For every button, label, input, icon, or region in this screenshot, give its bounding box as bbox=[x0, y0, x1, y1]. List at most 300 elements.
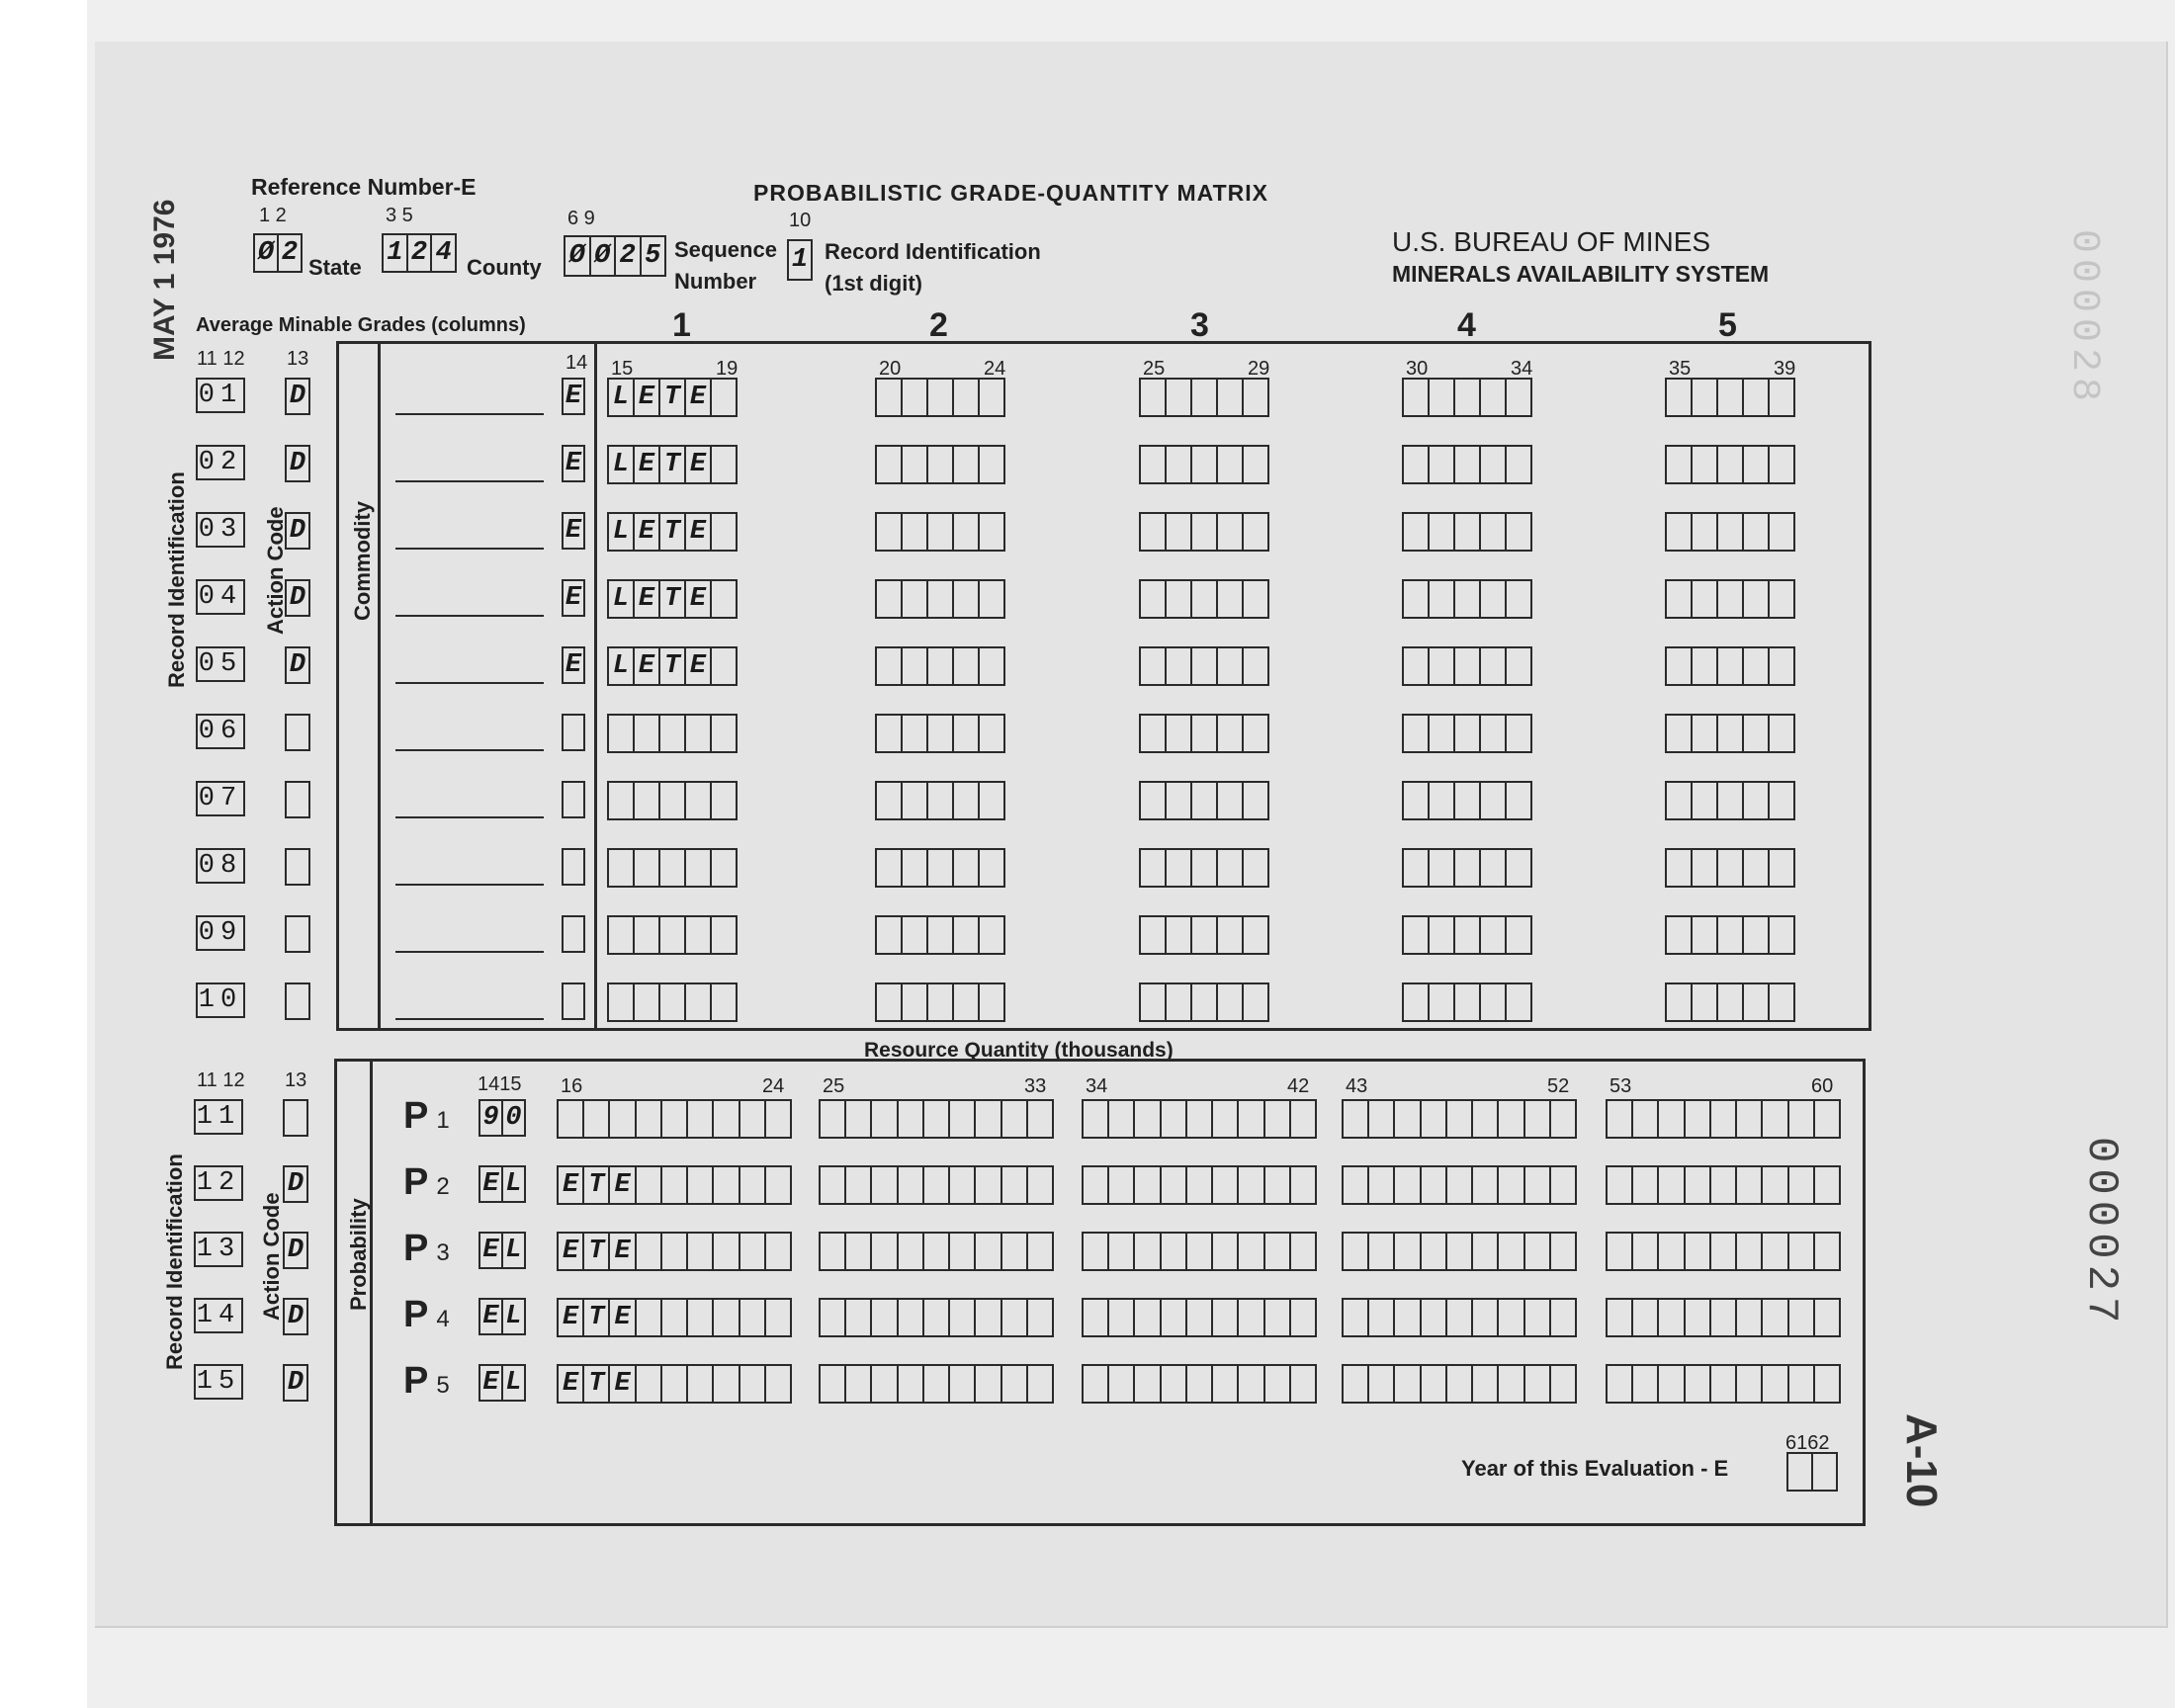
quantity-box-cell bbox=[1369, 1101, 1395, 1137]
quantity-box-cell bbox=[1551, 1234, 1575, 1269]
quantity-box-cell bbox=[846, 1366, 872, 1402]
quantity-box-cell bbox=[1028, 1167, 1052, 1203]
commodity-blank-line bbox=[395, 816, 544, 818]
grade-box bbox=[1665, 714, 1795, 753]
quantity-box-cell bbox=[1815, 1101, 1839, 1137]
grade-box-cell bbox=[660, 984, 686, 1020]
quantity-box-cell bbox=[1551, 1366, 1575, 1402]
quantity-box bbox=[1082, 1298, 1317, 1337]
quantity-box-cell bbox=[1447, 1167, 1473, 1203]
quantity-box-cell bbox=[1789, 1101, 1815, 1137]
quantity-range-from: 34 bbox=[1086, 1075, 1108, 1097]
grade-box bbox=[875, 714, 1005, 753]
grade-box bbox=[607, 445, 738, 484]
quantity-box-cell bbox=[1686, 1300, 1711, 1335]
grade-box-cell bbox=[1192, 648, 1218, 684]
grade-box-cell bbox=[928, 716, 954, 751]
grade-box-cell bbox=[928, 447, 954, 482]
probability-level-label bbox=[403, 1228, 450, 1270]
grade-box-cell bbox=[686, 917, 712, 953]
quantity-box bbox=[1082, 1165, 1317, 1205]
grade-box-cell bbox=[1430, 514, 1455, 550]
quantity-box-cell bbox=[1395, 1234, 1421, 1269]
record-id-box bbox=[196, 378, 245, 413]
grade-box-cell bbox=[1507, 984, 1530, 1020]
quantity-box-cell bbox=[1608, 1101, 1633, 1137]
system-name: MINERALS AVAILABILITY SYSTEM bbox=[1392, 261, 1770, 287]
quantity-box-cell bbox=[1239, 1101, 1264, 1137]
action-code-box-cell bbox=[287, 716, 308, 749]
grade-box-cell bbox=[1430, 850, 1455, 886]
quantity-box-cell bbox=[688, 1167, 714, 1203]
quantity-box bbox=[819, 1232, 1054, 1271]
quantity-box-cell bbox=[1525, 1234, 1551, 1269]
grade-box-cell bbox=[980, 581, 1003, 617]
quantity-box-cell bbox=[1711, 1366, 1737, 1402]
grade-box-cell bbox=[1693, 380, 1718, 415]
grade-box bbox=[607, 579, 738, 619]
quantity-box-cell bbox=[1737, 1366, 1763, 1402]
grade-box bbox=[1402, 646, 1532, 686]
grade-box bbox=[1139, 445, 1269, 484]
grade-box bbox=[607, 915, 738, 955]
quantity-range-to: 42 bbox=[1287, 1075, 1310, 1097]
quantity-box-cell bbox=[1659, 1366, 1685, 1402]
action-code-box bbox=[283, 1099, 308, 1137]
quantity-box-cell bbox=[559, 1101, 584, 1137]
grade-box bbox=[1139, 781, 1269, 820]
grade-box-cell bbox=[712, 716, 736, 751]
grade-box-cell bbox=[1404, 783, 1430, 818]
grade-box-cell bbox=[635, 716, 660, 751]
e-box-cell bbox=[564, 783, 583, 816]
grade-box-cell bbox=[1244, 380, 1267, 415]
commodity-blank-line bbox=[395, 749, 544, 751]
year-of-evaluation-label: Year of this Evaluation - E bbox=[1461, 1456, 1729, 1481]
quantity-box-cell bbox=[1028, 1234, 1052, 1269]
quantity-box-cell: E bbox=[610, 1300, 636, 1335]
grade-box-cell bbox=[1667, 380, 1693, 415]
grade-box-cell bbox=[1167, 783, 1192, 818]
quantity-box-cell bbox=[637, 1234, 662, 1269]
grade-box-cell bbox=[1218, 716, 1244, 751]
probability-level-label bbox=[403, 1360, 450, 1403]
grade-box-cell: T bbox=[660, 648, 686, 684]
faint-bleedthrough-number: 000028 bbox=[2061, 229, 2106, 408]
grade-box bbox=[1665, 579, 1795, 619]
grade-box bbox=[1402, 915, 1532, 955]
grade-box-cell: T bbox=[660, 581, 686, 617]
grade-box-cell bbox=[1744, 716, 1770, 751]
quantity-box-cell bbox=[662, 1234, 688, 1269]
quantity-box-cell bbox=[1499, 1101, 1524, 1137]
grade-box-cell bbox=[928, 514, 954, 550]
grade-box bbox=[1139, 378, 1269, 417]
grade-box bbox=[607, 982, 738, 1022]
grade-box-cell bbox=[1430, 447, 1455, 482]
grade-box-cell bbox=[1770, 380, 1793, 415]
quantity-box-cell bbox=[1551, 1300, 1575, 1335]
quantity-box-cell bbox=[846, 1167, 872, 1203]
grade-box-cell bbox=[1430, 917, 1455, 953]
quantity-box-cell bbox=[899, 1366, 924, 1402]
quantity-box-cell bbox=[1525, 1366, 1551, 1402]
quantity-box-cell bbox=[1187, 1167, 1213, 1203]
grade-box-cell bbox=[1693, 581, 1718, 617]
quantity-box-cell bbox=[821, 1366, 846, 1402]
grade-box-cell bbox=[980, 514, 1003, 550]
quantity-box-cell bbox=[1659, 1101, 1685, 1137]
record-id-box bbox=[194, 1099, 243, 1135]
grade-box-cell bbox=[1770, 917, 1793, 953]
grade-box-cell bbox=[980, 984, 1003, 1020]
quantity-range-from: 53 bbox=[1610, 1075, 1632, 1097]
quantity-box-cell bbox=[1291, 1167, 1315, 1203]
grade-box-cell bbox=[1141, 581, 1167, 617]
grade-box-cell bbox=[1481, 514, 1507, 550]
action-code-box-cell bbox=[287, 917, 308, 951]
grade-box-cell: T bbox=[660, 447, 686, 482]
grade-box-cell bbox=[712, 783, 736, 818]
quantity-box-cell bbox=[1422, 1300, 1447, 1335]
quantity-box-cell bbox=[1633, 1366, 1659, 1402]
quantity-box-cell bbox=[924, 1300, 950, 1335]
e-box bbox=[562, 781, 585, 818]
commodity-blank-line bbox=[395, 548, 544, 550]
probability-level-number: 1 bbox=[436, 1107, 450, 1134]
grade-box-cell bbox=[954, 648, 980, 684]
quantity-box-cell bbox=[637, 1167, 662, 1203]
quantity-box-cell bbox=[1711, 1167, 1737, 1203]
quantity-box-cell: T bbox=[584, 1300, 610, 1335]
record-identification-label-2: Record Identification bbox=[162, 1153, 187, 1370]
quantity-box-cell bbox=[1711, 1101, 1737, 1137]
quantity-box-cell bbox=[950, 1234, 976, 1269]
quantity-box-cell: E bbox=[559, 1300, 584, 1335]
quantity-box-cell bbox=[924, 1101, 950, 1137]
record-id-box bbox=[194, 1165, 243, 1201]
probability-level-number: 5 bbox=[436, 1372, 450, 1399]
quantity-box-cell bbox=[950, 1300, 976, 1335]
quantity-box bbox=[819, 1099, 1054, 1139]
grade-box-cell bbox=[877, 850, 903, 886]
quantity-box-cell bbox=[1002, 1366, 1028, 1402]
action-code-box-cell: D bbox=[287, 1368, 304, 1398]
year-box bbox=[1786, 1452, 1838, 1492]
grade-box-cell bbox=[1718, 581, 1744, 617]
e-box bbox=[562, 445, 585, 482]
grade-box-cell bbox=[877, 716, 903, 751]
quantity-box-cell bbox=[1369, 1366, 1395, 1402]
quantity-box-cell bbox=[1499, 1167, 1524, 1203]
grade-box-cell bbox=[1430, 783, 1455, 818]
grade-box-cell bbox=[1770, 648, 1793, 684]
quantity-box-cell bbox=[1711, 1300, 1737, 1335]
probability-p: P bbox=[403, 1161, 429, 1203]
record-id-box bbox=[196, 512, 245, 548]
grade-box-cell bbox=[1244, 716, 1267, 751]
probability-box-cell: E bbox=[480, 1167, 503, 1201]
quantity-box-cell bbox=[1028, 1366, 1052, 1402]
grade-box-cell bbox=[1430, 648, 1455, 684]
grade-box-cell bbox=[1404, 447, 1430, 482]
grade-box-cell bbox=[1507, 648, 1530, 684]
quantity-box-cell bbox=[1633, 1101, 1659, 1137]
grade-box bbox=[875, 915, 1005, 955]
quantity-box bbox=[1342, 1232, 1577, 1271]
grade-column-number: 4 bbox=[1457, 306, 1476, 344]
probability-box bbox=[478, 1099, 526, 1137]
action-code-box-cell bbox=[287, 783, 308, 816]
action-code-box-cell: D bbox=[289, 382, 306, 411]
grade-box-cell: L bbox=[609, 380, 635, 415]
action-code-box-cell bbox=[287, 850, 308, 884]
quantity-box-cell bbox=[1686, 1101, 1711, 1137]
grade-box-cell bbox=[903, 581, 928, 617]
action-code-box-cell: D bbox=[289, 516, 306, 546]
record-id-box-cell: 10 bbox=[198, 985, 243, 1015]
record-id-box bbox=[196, 915, 245, 951]
grade-box bbox=[607, 512, 738, 552]
action-code-box bbox=[285, 982, 310, 1020]
e-box bbox=[562, 714, 585, 751]
probability-cols: 1415 bbox=[478, 1073, 522, 1095]
e-box bbox=[562, 579, 585, 617]
quantity-box-cell bbox=[1633, 1167, 1659, 1203]
grade-box-cell bbox=[1507, 514, 1530, 550]
grades-divider-right bbox=[594, 341, 597, 1031]
action-code-box bbox=[283, 1298, 308, 1335]
grade-box-cell bbox=[1667, 783, 1693, 818]
quantity-box-cell bbox=[1265, 1101, 1291, 1137]
grade-box-cell bbox=[712, 648, 736, 684]
grade-box-cell bbox=[686, 984, 712, 1020]
quantity-box-cell bbox=[1395, 1167, 1421, 1203]
page-label: A-10 bbox=[1897, 1413, 1946, 1508]
quantity-box-cell: E bbox=[610, 1234, 636, 1269]
quantity-box bbox=[1606, 1165, 1841, 1205]
grade-box-cell bbox=[877, 917, 903, 953]
grade-box-cell bbox=[928, 648, 954, 684]
record-id-box bbox=[196, 714, 245, 749]
e-box bbox=[562, 512, 585, 550]
quantity-box-cell bbox=[1551, 1167, 1575, 1203]
quantity-box-cell bbox=[1659, 1167, 1685, 1203]
quantity-box-cell bbox=[976, 1300, 1001, 1335]
record-id-box-cell: 02 bbox=[198, 448, 243, 477]
action-code-label-2: Action Code bbox=[259, 1192, 284, 1321]
grade-box bbox=[1665, 512, 1795, 552]
grade-box-cell bbox=[1718, 984, 1744, 1020]
quantity-box-cell bbox=[950, 1101, 976, 1137]
grade-box-cell bbox=[903, 850, 928, 886]
quantity-box-cell: E bbox=[610, 1366, 636, 1402]
grade-box-cell bbox=[1667, 917, 1693, 953]
record-id-box-cell: 05 bbox=[198, 649, 243, 679]
quantity-box-cell bbox=[714, 1234, 740, 1269]
quantity-box-cell bbox=[1789, 1234, 1815, 1269]
quantity-box-cell bbox=[1187, 1234, 1213, 1269]
quantity-box-cell bbox=[1109, 1101, 1135, 1137]
grade-box-cell bbox=[1744, 648, 1770, 684]
quantity-box-cell bbox=[1473, 1101, 1499, 1137]
grade-box-cell: T bbox=[660, 514, 686, 550]
grade-box-cell bbox=[660, 850, 686, 886]
grade-box-cell bbox=[660, 917, 686, 953]
probability-p: P bbox=[403, 1294, 429, 1335]
quantity-box bbox=[1606, 1099, 1841, 1139]
quantity-box-cell bbox=[950, 1366, 976, 1402]
grade-box-cell bbox=[1507, 917, 1530, 953]
grade-box-cell bbox=[1244, 581, 1267, 617]
e-box-cell bbox=[564, 984, 583, 1018]
quantity-box-cell bbox=[1344, 1234, 1369, 1269]
quantity-box-cell bbox=[1084, 1300, 1109, 1335]
quantity-box-cell bbox=[821, 1101, 846, 1137]
record-id-value: 15 bbox=[196, 1367, 241, 1397]
quantity-box-cell bbox=[714, 1101, 740, 1137]
quantity-box-cell bbox=[1002, 1101, 1028, 1137]
grade-box-cell bbox=[1404, 850, 1430, 886]
grade-box bbox=[1665, 915, 1795, 955]
quantity-box-cell bbox=[714, 1366, 740, 1402]
quantity-box-cell bbox=[1109, 1234, 1135, 1269]
quantity-box-cell bbox=[1291, 1300, 1315, 1335]
grade-box-cell bbox=[1693, 514, 1718, 550]
grade-box-cell bbox=[1404, 648, 1430, 684]
grade-box-cell bbox=[1507, 581, 1530, 617]
grade-box-cell bbox=[980, 648, 1003, 684]
quantity-box-cell bbox=[1187, 1300, 1213, 1335]
probability-level-label bbox=[403, 1095, 450, 1138]
quantity-box-cell bbox=[1213, 1101, 1239, 1137]
grade-box-cell bbox=[1141, 716, 1167, 751]
grade-box-cell bbox=[1455, 716, 1481, 751]
grade-box-cell bbox=[1693, 716, 1718, 751]
grade-box-cell bbox=[1455, 648, 1481, 684]
quantity-box-cell bbox=[1633, 1234, 1659, 1269]
quantity-box-cell bbox=[1815, 1167, 1839, 1203]
quantity-box-cell bbox=[1711, 1234, 1737, 1269]
quantity-box bbox=[557, 1232, 792, 1271]
quantity-box-cell: E bbox=[559, 1366, 584, 1402]
state-column-numbers: 1 2 bbox=[259, 205, 287, 226]
grade-box-cell bbox=[954, 514, 980, 550]
grade-box-cell bbox=[1455, 447, 1481, 482]
quantity-box-cell bbox=[1002, 1167, 1028, 1203]
grade-box-cell bbox=[609, 716, 635, 751]
quantity-box-cell bbox=[1028, 1300, 1052, 1335]
grade-box-cell bbox=[1693, 984, 1718, 1020]
quantity-box-cell bbox=[766, 1300, 790, 1335]
quantity-record-cols: 11 12 bbox=[197, 1069, 245, 1091]
grade-box-cell bbox=[954, 850, 980, 886]
e-box-cell: E bbox=[565, 382, 582, 411]
grade-box-cell bbox=[1455, 917, 1481, 953]
grade-box-cell bbox=[954, 984, 980, 1020]
record-id-value: 13 bbox=[196, 1235, 241, 1264]
e-box-cell: E bbox=[565, 449, 582, 478]
state-digit: 2 bbox=[281, 238, 299, 268]
quantity-box-cell bbox=[1162, 1167, 1187, 1203]
grade-box-cell bbox=[903, 917, 928, 953]
quantity-box-cell bbox=[872, 1300, 898, 1335]
quantity-box-cell bbox=[1239, 1366, 1264, 1402]
probability-p: P bbox=[403, 1095, 429, 1137]
grade-box-cell bbox=[1718, 648, 1744, 684]
probability-box-cell: L bbox=[505, 1236, 522, 1265]
quantity-range-from: 43 bbox=[1346, 1075, 1368, 1097]
grade-column-to: 29 bbox=[1248, 358, 1270, 380]
probability-box-cell: 9 bbox=[480, 1101, 503, 1135]
quantity-box-cell bbox=[688, 1101, 714, 1137]
grade-box-cell bbox=[877, 581, 903, 617]
grade-box-cell: T bbox=[660, 380, 686, 415]
grade-column-from: 20 bbox=[879, 358, 902, 380]
grade-box-cell bbox=[1718, 514, 1744, 550]
quantity-box-cell bbox=[1422, 1366, 1447, 1402]
probability-box bbox=[478, 1232, 526, 1269]
grade-box bbox=[875, 781, 1005, 820]
grade-box-cell bbox=[660, 716, 686, 751]
grade-box bbox=[875, 646, 1005, 686]
quantity-box-cell: E bbox=[559, 1234, 584, 1269]
county-digit: 2 bbox=[408, 235, 433, 271]
quantity-range-from: 25 bbox=[823, 1075, 845, 1097]
quantity-box-cell bbox=[1473, 1366, 1499, 1402]
quantity-box-cell bbox=[1135, 1101, 1161, 1137]
grade-box-cell bbox=[954, 716, 980, 751]
grade-box-cell bbox=[1770, 447, 1793, 482]
quantity-box-cell bbox=[1213, 1300, 1239, 1335]
grade-box-cell bbox=[1455, 514, 1481, 550]
grade-box-cell bbox=[1718, 850, 1744, 886]
action-code-box-cell: D bbox=[289, 583, 306, 613]
quantity-box-cell bbox=[1447, 1234, 1473, 1269]
action-code-box bbox=[285, 512, 310, 550]
probability-box-cell: E bbox=[480, 1234, 503, 1267]
grade-box-cell: L bbox=[609, 648, 635, 684]
year-column-numbers: 6162 bbox=[1785, 1432, 1830, 1454]
quantity-box-cell bbox=[1291, 1101, 1315, 1137]
grade-box-cell bbox=[1718, 917, 1744, 953]
grade-box bbox=[1402, 781, 1532, 820]
form-title: PROBABILISTIC GRADE-QUANTITY MATRIX bbox=[753, 180, 1268, 206]
grade-box-cell bbox=[1167, 917, 1192, 953]
grade-column-to: 24 bbox=[984, 358, 1006, 380]
action-code-box bbox=[285, 579, 310, 617]
quantity-box-cell bbox=[766, 1366, 790, 1402]
quantity-box-cell bbox=[1608, 1300, 1633, 1335]
quantity-box bbox=[1082, 1099, 1317, 1139]
grade-box-cell bbox=[1693, 783, 1718, 818]
quantity-box-cell bbox=[1344, 1300, 1369, 1335]
grade-box-cell bbox=[928, 917, 954, 953]
record-id-value: 12 bbox=[196, 1168, 241, 1198]
grade-box-cell bbox=[1770, 716, 1793, 751]
action-code-label: Action Code bbox=[263, 506, 288, 635]
quantity-box-cell bbox=[766, 1234, 790, 1269]
probability-box-cell: E bbox=[480, 1300, 503, 1333]
grade-box-cell bbox=[1218, 380, 1244, 415]
grades-divider-left bbox=[378, 341, 381, 1031]
quantity-box-cell bbox=[1291, 1234, 1315, 1269]
grade-box-cell bbox=[1218, 648, 1244, 684]
grade-box-cell bbox=[609, 783, 635, 818]
action-code-box-cell bbox=[285, 1101, 306, 1135]
grade-box-cell bbox=[1244, 514, 1267, 550]
grade-box bbox=[1139, 714, 1269, 753]
